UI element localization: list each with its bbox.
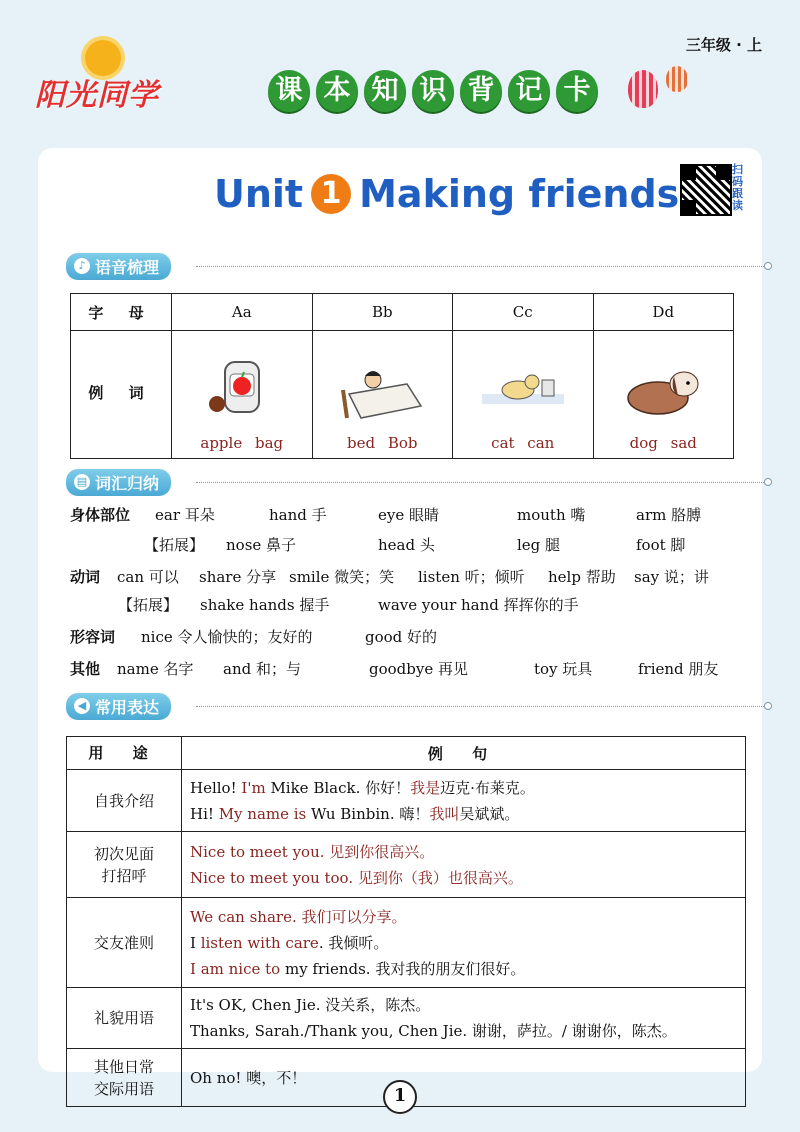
sentence-segment: I	[190, 933, 201, 952]
cat-and-can-image	[478, 354, 568, 424]
section-title: 常用表达	[95, 697, 160, 717]
vocab-word: nice 令人愉快的；友好的	[141, 628, 313, 646]
example-sentence	[190, 775, 737, 801]
vocab-body-ext-row	[66, 534, 756, 560]
unit-title	[214, 172, 679, 216]
letter-cell: Aa	[172, 294, 313, 331]
vocab-category: 形容词	[70, 628, 116, 646]
vocab-word: friend 朋友	[638, 660, 719, 678]
vocab-word: goodbye 再见	[369, 660, 468, 678]
example-sentence	[190, 956, 737, 982]
card-title-char: 卡	[556, 70, 598, 112]
vocab-category: 其他	[70, 660, 101, 678]
use-cell: 初次见面 打招呼	[67, 832, 182, 898]
page-number: 1	[383, 1080, 417, 1114]
sentence-segment: My name is	[218, 804, 307, 823]
use-header: 用 途	[67, 737, 182, 770]
card-title	[258, 68, 608, 114]
sentence-segment: We can share. 我们可以分享。	[190, 907, 407, 926]
grade-label: 三年级 · 上	[685, 36, 762, 54]
balloon-icon	[626, 64, 696, 124]
vocab-category: 动词	[70, 568, 101, 586]
letter-cell: Bb	[312, 294, 453, 331]
vocab-verb-row	[66, 566, 756, 592]
vocab-body-row	[66, 504, 756, 530]
example-sentence	[190, 801, 737, 827]
vocab-word: name 名字	[117, 660, 194, 678]
vocab-word: hand 手	[269, 506, 327, 524]
example-words: bed Bob	[346, 434, 418, 452]
vocab-word: good 好的	[365, 628, 438, 646]
letter-header: 字 母	[71, 294, 172, 331]
sentence-segment: Hi!	[190, 804, 219, 823]
card-title-char: 本	[316, 70, 358, 112]
vocab-verb-ext-row	[66, 594, 756, 620]
use-cell: 礼貌用语	[67, 988, 182, 1049]
sentence-segment: 我是	[410, 778, 441, 797]
qr-label: 扫码跟读	[732, 163, 743, 212]
expression-row	[67, 898, 746, 988]
example-cell	[182, 770, 746, 832]
vocab-word: eye 眼睛	[378, 506, 439, 524]
sentence-segment: my friends. 我对我的朋友们很好。	[280, 959, 526, 978]
example-cell	[593, 331, 734, 459]
example-sentence	[190, 839, 737, 865]
book-icon: ▤	[74, 474, 90, 490]
vocab-word: wave your hand 挥挥你的手	[378, 596, 579, 614]
example-cell	[182, 832, 746, 898]
extension-label: 【拓展】	[118, 596, 179, 614]
expressions-table	[66, 736, 746, 1107]
unit-number: 1	[311, 174, 351, 214]
vocab-category: 身体部位	[70, 506, 131, 524]
card-title-char: 记	[508, 70, 550, 112]
example-cell	[182, 988, 746, 1049]
expression-row	[67, 988, 746, 1049]
example-sentence	[190, 1065, 737, 1091]
phonics-table	[70, 293, 734, 459]
vocab-word: nose 鼻子	[226, 536, 297, 554]
sentence-segment: Wu Binbin. 嗨！	[306, 804, 430, 823]
brand-logo	[35, 40, 175, 113]
boy-in-bed-image	[337, 354, 427, 424]
card-title-char: 识	[412, 70, 454, 112]
unit-prefix: Unit	[214, 172, 304, 216]
sentence-segment: 吴斌斌。	[459, 804, 520, 823]
vocab-word: head 头	[378, 536, 435, 554]
sentence-segment: 我叫	[429, 804, 460, 823]
section-title: 语音梳理	[95, 257, 160, 277]
vocab-word: smile 微笑；笑	[289, 568, 395, 586]
example-cell	[453, 331, 594, 459]
vocab-word: shake hands 握手	[200, 596, 330, 614]
example-words: apple bag	[200, 434, 284, 452]
example-header: 例 句	[182, 737, 746, 770]
sentence-segment: Hello!	[190, 778, 242, 797]
vocab-word: mouth 嘴	[517, 506, 586, 524]
example-sentence	[190, 865, 737, 891]
sentence-segment: listen with care	[200, 933, 319, 952]
sentence-segment: I am nice to	[190, 959, 281, 978]
extension-label: 【拓展】	[144, 536, 205, 554]
expression-row	[67, 832, 746, 898]
use-cell: 其他日常 交际用语	[67, 1049, 182, 1107]
example-header: 例 词	[71, 331, 172, 459]
sentence-segment: 迈克·布莱克。	[440, 778, 535, 797]
music-note-icon: ♪	[74, 258, 90, 274]
example-cell	[312, 331, 453, 459]
qr-code-icon[interactable]	[680, 164, 732, 216]
card-title-char: 课	[268, 70, 310, 112]
example-sentence	[190, 904, 737, 930]
sentence-segment: Thanks, Sarah./Thank you, Chen Jie. 谢谢，萨拉。/ 谢谢你，陈杰。	[190, 1022, 677, 1040]
section-title: 词汇归纳	[95, 473, 160, 493]
vocab-word: say 说；讲	[634, 568, 709, 586]
letter-cell: Cc	[453, 294, 594, 331]
card-title-char: 知	[364, 70, 406, 112]
card-title-char: 背	[460, 70, 502, 112]
vocab-word: can 可以	[117, 568, 179, 586]
use-cell: 交友准则	[67, 898, 182, 988]
sentence-segment: I'm	[241, 778, 266, 797]
example-words: dog sad	[629, 434, 697, 452]
section-phonics-header	[66, 254, 171, 278]
backpack-apple-image	[197, 354, 287, 424]
vocab-other-row	[66, 658, 756, 684]
sentence-segment: Nice to meet you too. 见到你（我）也很高兴。	[190, 868, 523, 887]
vocab-word: ear 耳朵	[155, 506, 215, 524]
use-cell: 自我介绍	[67, 770, 182, 832]
vocab-word: arm 胳膊	[636, 506, 702, 524]
sad-dog-image	[618, 354, 708, 424]
example-sentence	[190, 992, 737, 1018]
sentence-segment: Oh no! 噢，不！	[190, 1068, 307, 1087]
letter-cell: Dd	[593, 294, 734, 331]
section-vocab-header	[66, 470, 171, 494]
speaker-icon: ◀	[74, 698, 90, 714]
vocab-word: toy 玩具	[534, 660, 593, 678]
content-panel	[38, 148, 762, 1098]
example-cell	[182, 1049, 746, 1107]
section-expressions-header	[66, 694, 171, 718]
example-sentence	[190, 1018, 737, 1044]
sentence-segment: It's OK, Chen Jie. 没关系，陈杰。	[190, 996, 431, 1014]
sentence-segment: Mike Black. 你好！	[265, 778, 411, 797]
brand-name: 阳光同学	[35, 78, 159, 113]
vocab-word: share 分享	[199, 568, 277, 586]
vocab-word: leg 腿	[517, 536, 561, 554]
unit-name: Making friends	[359, 172, 680, 216]
vocab-word: listen 听；倾听	[418, 568, 525, 586]
example-cell	[172, 331, 313, 459]
vocab-adj-row	[66, 626, 756, 652]
example-words: cat can	[491, 434, 555, 452]
vocab-word: help 帮助	[548, 568, 616, 586]
example-cell	[182, 898, 746, 988]
vocab-word: and 和；与	[223, 660, 301, 678]
vocab-word: foot 脚	[636, 536, 686, 554]
sentence-segment: Nice to meet you. 见到你很高兴。	[190, 842, 435, 861]
expression-row	[67, 770, 746, 832]
sentence-segment: . 我倾听。	[318, 933, 389, 952]
example-sentence	[190, 930, 737, 956]
